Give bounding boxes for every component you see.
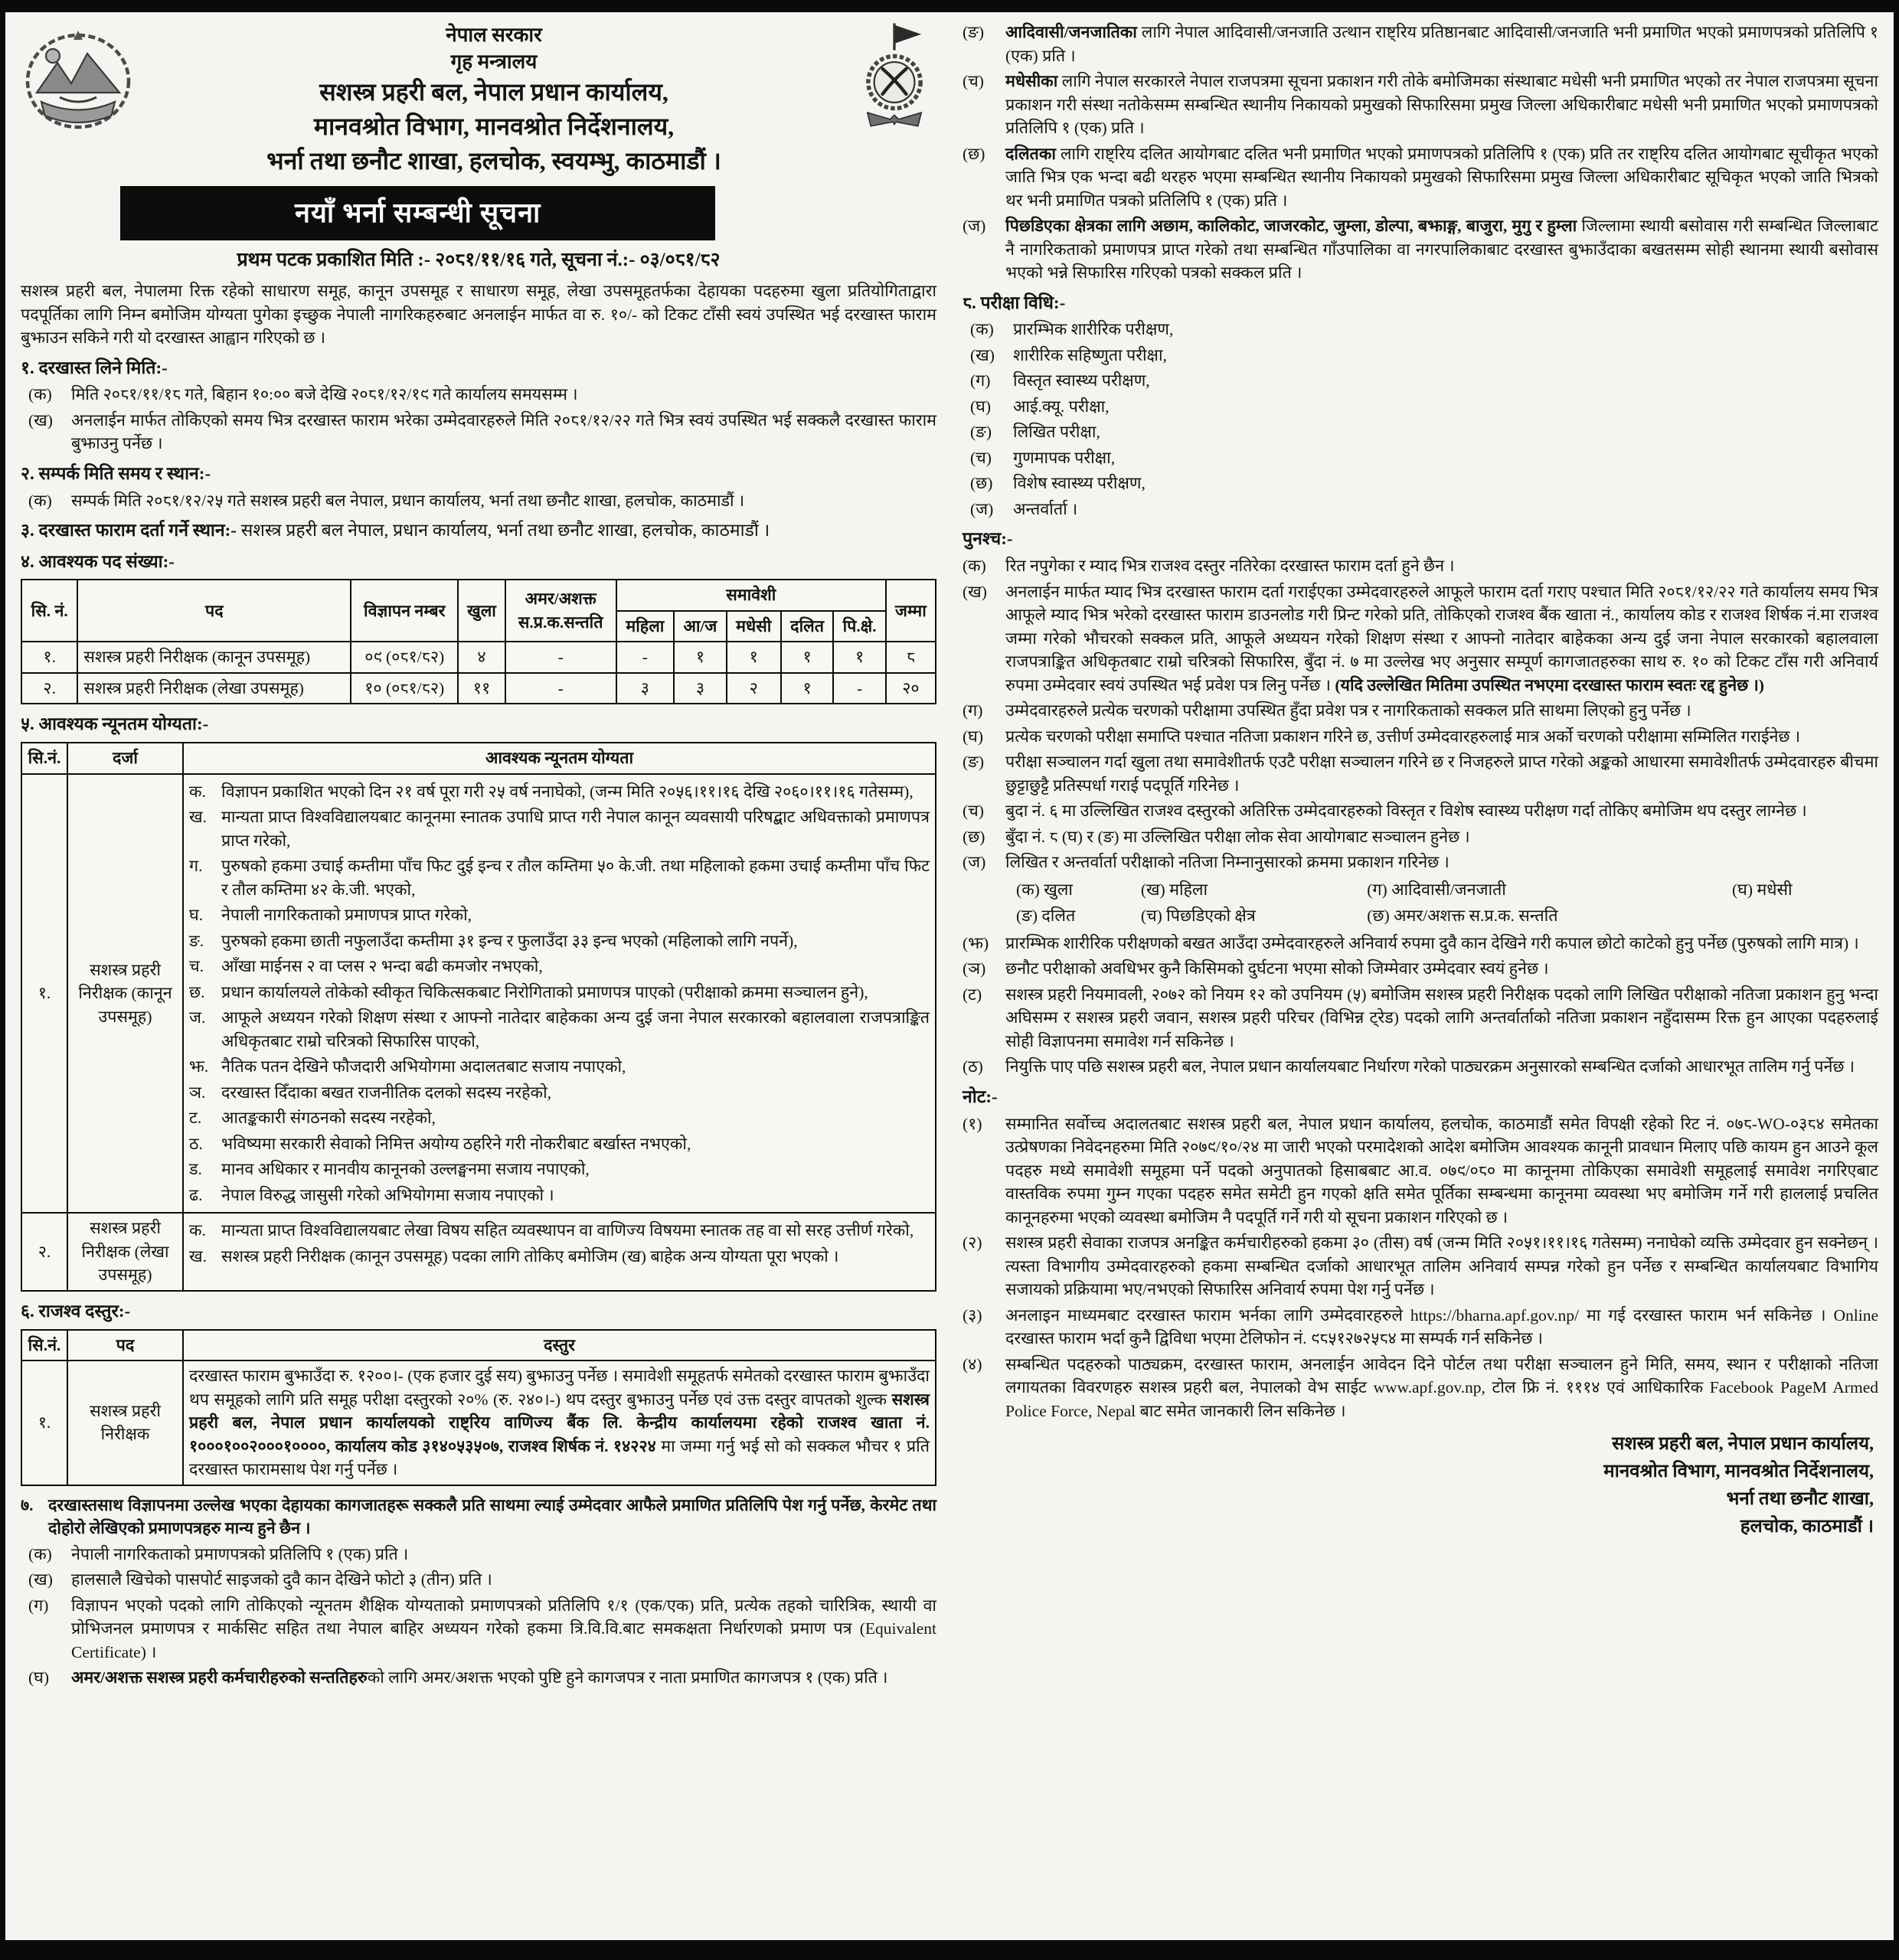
section-heading: नोट:- <box>963 1086 998 1106</box>
postscript-item <box>963 932 1878 956</box>
item-label: (ज) <box>970 499 994 518</box>
section-heading: १. दरखास्त लिने मिति:- <box>21 358 168 377</box>
col-inclusive-group: समावेशी <box>616 580 886 611</box>
row-serial: १. <box>21 1361 67 1485</box>
table-row <box>21 673 936 704</box>
section-required-documents <box>21 1494 936 1690</box>
nepal-government-emblem-icon <box>21 21 136 136</box>
masthead-text <box>143 21 845 178</box>
section-minimum-qualification <box>21 712 936 1291</box>
postscript-item <box>963 1055 1878 1079</box>
item-text: लिखित परीक्षा, <box>1013 423 1100 442</box>
item-label: (क) <box>28 385 52 404</box>
item-label: (ग) <box>28 1596 49 1615</box>
document-item <box>28 1594 936 1664</box>
item-label: (घ) <box>963 727 984 746</box>
table-cell: १ <box>833 642 886 673</box>
item-text: मानव अधिकार र मानवीय कानूनको उल्लङ्घनमा सजाय नपाएको, <box>221 1160 590 1179</box>
item-text: उम्मेदवारहरुले प्रत्येक चरणको परीक्षामा उपस्थित हुँदा प्रवेश पत्र र नागरिकताको सक्कल प्रति साथमा लिएको हुनु पर्नेछ । <box>1005 701 1691 720</box>
table-cell: ३ <box>616 673 675 704</box>
col-fee: दस्तुर <box>183 1330 936 1361</box>
qualification-item <box>189 1132 930 1156</box>
item-label: (ख) <box>28 410 53 430</box>
item-label: ट. <box>189 1109 202 1128</box>
table-cell: - <box>505 642 616 673</box>
row-serial: २. <box>21 1213 67 1291</box>
ministry-line: गृह मन्त्रालय <box>450 51 538 74</box>
table-cell: सशस्त्र प्रहरी निरीक्षक (लेखा उपसमूह) <box>77 673 351 704</box>
col-rank: दर्जा <box>67 743 183 774</box>
qualification-item <box>189 981 930 1004</box>
item-text: दलितका लागि राष्ट्रिय दलित आयोगबाट दलित भनी प्रमाणित भएको प्रमाणपत्रको प्रतिलिपि १ (एक) प्रति तर राष्ट्रिय दलित आयोगबाट सूचीकृत भएको जाति भित्र एक भन्दा बढी थरहरु भएमा सम्बन्धित स्थानीय निकायको प्रमुखको सिफारिसमा प्रमुख जिल्ला अधिकारीबाट सूचिकृत भएको जाति भित्रको थर भनी प्रमाणित पत्रको प्रतिलिपि १ (एक) प्रति । <box>1005 144 1878 210</box>
item-label: क. <box>189 1221 206 1240</box>
item-label: (छ) <box>970 474 993 493</box>
item-text: भविष्यमा सरकारी सेवाको निमित्त अयोग्य ठहरिने गरी नोकरीबाट बर्खास्त नभएको, <box>221 1134 691 1153</box>
document-item <box>28 1543 936 1566</box>
row-rank: सशस्त्र प्रहरी निरीक्षक (लेखा उपसमूह) <box>67 1213 183 1291</box>
item-text: दरखास्त दिँदाका बखत राजनीतिक दलको सदस्य नरहेको, <box>221 1083 552 1102</box>
item-text: मान्यता प्राप्त विश्वविद्यालयबाट लेखा विषय सहित व्यवस्थापन वा वाणिज्य विषयमा स्नातक तह वा सो सरह उत्तीर्ण गरेको, <box>221 1221 914 1240</box>
list-item <box>28 489 936 513</box>
qualification-item <box>189 1081 930 1105</box>
fee-row <box>21 1361 936 1485</box>
item-text: अनलाईन मार्फत म्याद भित्र दरखास्त फाराम दर्ता गराईएका उम्मेदवारहरुले आफूले फाराम दर्ता गराए पश्चात मिति २०८१/१२/२२ गते कार्यालय समय भित्र आफूले म्याद भित्र भरेको दरखास्त फाराम डाउनलोड गरी प्रिन्ट गरेको प्रति, तोकिएको राजश्व बैंक खाता नं., कार्यालय कोड र राजश्व शिर्षक नं.मा राजश्व जम्मा गरेको भौचरको सक्कल प्रति, आफूले अध्ययन गरेको शिक्षण संस्था र आफ्नो नातेदार बाहेकका अन्य दुई जना नेपाल सरकारको बहालवाला राजपत्राङ्कित अधिकृतबाट राम्रो चरित्रको सिफारिस, बुँदा नं. ७ मा उल्लेख भए अनुसार सम्पूर्ण कागजातहरुका साथ रु. १० को टिकट टाँस गरी अनिवार्य रुपमा उम्मेदवार स्वयं उपस्थित भई प्रवेश पत्र लिनु पर्नेछ । (यदि उल्लेखित मितिमा उपस्थित नभएमा दरखास्त फाराम स्वतः रद्द हुनेछ ।) <box>1005 582 1878 694</box>
qualification-item <box>189 903 930 927</box>
qualification-item <box>189 1184 930 1207</box>
qualification-item <box>189 1219 930 1243</box>
item-text: अन्तर्वार्ता । <box>1013 499 1078 518</box>
table-cell <box>1727 903 1854 929</box>
section-heading: पुनश्च:- <box>963 529 1013 549</box>
item-label: (क) <box>28 491 52 510</box>
exam-step-item <box>970 369 1878 393</box>
item-label: (३) <box>963 1305 982 1325</box>
row-serial: १. <box>21 774 67 1214</box>
table-row <box>1012 877 1854 903</box>
item-text: हालसालै खिचेको पासपोर्ट साइजको दुवै कान देखिने फोटो ३ (तीन) प्रति । <box>71 1570 492 1589</box>
item-text: परीक्षा सञ्चालन गर्दा खुला तथा समावेशीतर्फ एउटै परीक्षा सञ्चालन गरिने छ र निजहरुले प्राप्त गरेको अङ्कको आधारमा समावेशीतर्फ उम्मेदवारहरु बीचमा छुट्टाछुट्टै प्रतिस्पर्धा गराई पदपूर्ति गरिनेछ । <box>1005 753 1878 795</box>
item-text: छनौट परीक्षाको अवधिभर कुनै किसिमको दुर्घटना भएमा सोको जिम्मेवार उम्मेदवार स्वयं हुनेछ । <box>1005 959 1549 978</box>
item-label: (क) <box>970 320 994 339</box>
item-text: अनलाईन मार्फत तोकिएको समय भित्र दरखास्त फाराम भरेका उम्मेदवारहरुले मिति २०८१/१२/२२ गते भित्र स्वयं उपस्थित भई सक्कलै दरखास्त फाराम बुझाउनु पर्नेछ । <box>71 410 936 453</box>
section-text: सशस्त्र प्रहरी बल नेपाल, प्रधान कार्यालय, भर्ना तथा छनौट शाखा, हलचोक, काठमाडौं । <box>240 521 770 541</box>
result-order-grid <box>1012 877 1854 929</box>
item-label: घ. <box>189 906 204 925</box>
table-cell: ३ <box>674 673 727 704</box>
note-item <box>963 1353 1878 1423</box>
table-cell: (घ) मधेसी <box>1731 880 1793 899</box>
item-label: (घ) <box>970 397 992 416</box>
item-label: (क) <box>28 1544 52 1563</box>
government-line: नेपाल सरकार <box>446 24 542 46</box>
col-serial: सि. नं. <box>21 580 77 642</box>
item-label: (च) <box>970 448 992 467</box>
qualification-item <box>189 854 930 901</box>
item-text: विस्तृत स्वास्थ्य परीक्षण, <box>1013 371 1150 390</box>
item-label: (छ) <box>963 827 985 846</box>
table-cell: ८ <box>886 642 936 673</box>
item-text: अनलाइन माध्यमबाट दरखास्त फाराम भर्नका लागि उम्मेदवारहरुले https://bharna.apf.gov.np/ मा गई दरखास्त फाराम भर्न सकिनेछ । Online दरखास्त फाराम भर्दा कुनै द्विविधा भएमा टेलिफोन नं. ९८५१२७२५८४ मा सम्पर्क गर्न सकिनेछ । <box>1005 1305 1878 1348</box>
item-text: गुणमापक परीक्षा, <box>1013 448 1116 467</box>
item-label: (क) <box>963 557 986 576</box>
qualification-row-account <box>21 1213 936 1291</box>
right-column <box>963 18 1878 1692</box>
table-cell: २० <box>886 673 936 704</box>
exam-step-item <box>970 472 1878 495</box>
postscript-item <box>963 983 1878 1054</box>
exam-step-item <box>970 318 1878 341</box>
col-open: खुला <box>458 580 505 642</box>
item-text: विज्ञापन भएको पदको लागि तोकिएको न्यूनतम शैक्षिक योग्यताको प्रमाणपत्रको प्रतिलिपि १/१ (एक/एक) प्रति, प्रत्येक तहको चारित्रिक, स्थायी वा प्रोभिजनल प्रमाणपत्र र मार्कसिट सहित तथा नेपाल बाहिर अध्ययन गरेको हकमा त्रि.वि.वि.बाट समकक्षता निर्धारणको प्रमाण पत्र (Equivalent Certificate) । <box>71 1596 936 1661</box>
item-text: पिछडिएका क्षेत्रका लागि अछाम, कालिकोट, जाजरकोट, जुम्ला, डोल्पा, बझाङ्ग, बाजुरा, मुगु र हुम्ला जिल्लामा स्थायी बसोवास गरी सम्बन्धित जिल्लाबाट नै नागरिकताको प्रमाणपत्र प्राप्त गरेको तथा सम्बन्धित गाँउपालिका वा नगरपालिकाबाट दरखास्त बुझाउँदाका बखतसम्म सोही स्थानमा स्थायी बसोवास भएको भन्ने सिफारिस गरिएको पत्रको सक्कल प्रति । <box>1005 217 1878 283</box>
section-exam-method <box>963 291 1878 521</box>
table-cell: - <box>505 673 616 704</box>
document-item <box>28 1666 936 1690</box>
table-row <box>1012 903 1854 929</box>
item-label: झ. <box>189 1057 209 1076</box>
item-text: नेपाली नागरिकताको प्रमाणपत्र प्राप्त गरेको, <box>221 906 472 925</box>
item-text: नेपाली नागरिकताको प्रमाणपत्रको प्रतिलिपि १ (एक) प्रति । <box>71 1544 409 1563</box>
qualification-item <box>189 780 930 804</box>
document-item <box>963 70 1878 140</box>
item-text: मान्यता प्राप्त विश्वविद्यालयबाट कानूनमा स्नातक उपाधि प्राप्त गरी नेपाल कानून व्यवसायी परिषद्बाट अधिवक्ताको प्रमाणपत्र प्राप्त गरेको, <box>221 808 930 850</box>
table-cell: (ख) महिला <box>1140 880 1208 899</box>
documents-items-continued <box>963 21 1878 285</box>
col-serial: सि.नं. <box>21 1330 67 1361</box>
signature-line: सशस्त्र प्रहरी बल, नेपाल प्रधान कार्यालय, <box>1612 1434 1874 1455</box>
row-qualifications <box>183 774 936 1214</box>
item-text: सम्मानित सर्वोच्च अदालतबाट सशस्त्र प्रहरी बल, नेपाल प्रधान कार्यालय, हलचोक, काठमाडौं समेत विपक्षी रहेको रिट नं. ०७८-WO-०३८४ समेतका उत्प्रेषणका निवेदनहरुमा मिति २०७९/१०/२४ मा जारी भएको परमादेशको आदेश बमोजिम आवश्यक कानूनी प्रावधान मिलाए पछि कायम हुन आउने कूल पदहरु मध्ये समावेशी समूहमा पर्ने पदको अनुपातको हिसाबबाट आ.व. ०७९/०८० मा कानूनमा तोकिएका समावेशी समूहलाई समावेश नगरिएबाट वास्तविक रुपमा गुम्न गएका पदहरु समेत समेटी हुन गएको क्षति समेत पूर्तिका सम्बन्धमा कानूनमा व्यवस्था भए बमोजिम गर्ने गरी हाललाई प्रचलित कानूनहरुमा भएको व्यवस्था बमोजिम नै पदपूर्ति गर्ने गरी यो सूचना प्रकाशन गरिएको छ । <box>1005 1114 1878 1227</box>
postscript-item <box>963 554 1878 578</box>
item-label: (ङ) <box>963 753 985 772</box>
col-serial: सि.नं. <box>21 743 67 774</box>
item-text: रित नपुगेका र म्याद भित्र राजश्व दस्तुर नतिरेका दरखास्त फाराम दर्ता हुने छैन । <box>1005 557 1455 576</box>
row-rank: सशस्त्र प्रहरी निरीक्षक (कानून उपसमूह) <box>67 774 183 1214</box>
postscript-item <box>963 580 1878 697</box>
section-contact-date <box>21 462 936 512</box>
item-label: ख. <box>189 808 207 827</box>
item-label: (ङ) <box>963 23 985 41</box>
section-heading-paragraph <box>21 1494 936 1540</box>
col-qualification: आवश्यक न्यूनतम योग्यता <box>183 743 936 774</box>
table-cell: (क) खुला <box>1016 880 1073 899</box>
item-text: सम्पर्क मिति २०८१/१२/२५ गते सशस्त्र प्रहरी बल नेपाल, प्रधान कार्यालय, भर्ना तथा छनौट शाखा, हलचोक, काठमाडौं । <box>71 491 745 510</box>
result-order-grid-body <box>1012 877 1854 929</box>
bank-account-details: सशस्त्र प्रहरी बल, नेपाल प्रधान कार्यालयको राष्ट्रिय वाणिज्य बैंक लि. केन्द्रीय कार्यालयमा रहेको राजश्व खाता नं. १०००१००२०००१००००, कार्यालय कोड ३१४०५३५०७, राजश्व शिर्षक नं. १४२२४ <box>189 1390 930 1455</box>
item-label: क. <box>189 782 206 801</box>
postscript-item <box>963 699 1878 723</box>
item-text: सम्बन्धित पदहरुको पाठ्यक्रम, दरखास्त फाराम, अनलाईन आवेदन दिने पोर्टल तथा परीक्षा सञ्चालन हुने मिति, समय, स्थान र परीक्षाको नतिजा लगायतका विवरणहरु सशस्त्र प्रहरी बल, नेपालको वेभ साईट www.apf.gov.np, टोल फ्रि नं. १११४ एवं आधिकारिक Facebook PageM Armed Police Force, Nepal बाट समेत जानकारी लिन सकिनेछ । <box>1005 1354 1878 1420</box>
item-label: (ख) <box>970 345 995 364</box>
section-heading: ५. आवश्यक न्यूनतम योग्यता:- <box>21 714 209 734</box>
item-text: आफूले अध्ययन गरेको शिक्षण संस्था र आफ्नो नातेदार बाहेकका अन्य दुई जना नेपाल सरकारको बहालवाला राजपत्राङ्कित अधिकृतबाट राम्रो चरित्रको सिफारिस पाएको, <box>221 1008 930 1050</box>
table-cell: - <box>616 642 675 673</box>
section-postscript <box>963 527 1878 1078</box>
section-registration-place <box>21 518 936 544</box>
masthead <box>21 21 936 178</box>
postscript-item <box>963 725 1878 749</box>
col-adv-no: विज्ञापन नम्बर <box>351 580 458 642</box>
qualification-item <box>189 1245 930 1269</box>
armed-police-force-emblem-icon <box>852 21 936 144</box>
table-row <box>21 642 936 673</box>
item-text: सशस्त्र प्रहरी निरीक्षक (कानून उपसमूह) पदका लागि तोकिए बमोजिम (ख) बाहेक अन्य योग्यता पूरा भएको । <box>221 1246 839 1266</box>
section-items <box>28 489 936 513</box>
item-label: (च) <box>963 802 984 821</box>
section-heading: २. सम्पर्क मिति समय र स्थान:- <box>21 463 211 483</box>
intro-paragraph: सशस्त्र प्रहरी बल, नेपालमा रिक्त रहेको साधारण समूह, कानून उपसमूह र साधारण समूह, लेखा उपसमूहतर्फका देहायका पदहरुमा खुला प्रतियोगिताद्वारा पदपूर्तिका लागि निम्न बमोजिम योग्यता पुगेका इच्छुक नेपाली नागरिकहरुबाट अनलाईन मार्फत वा रु. १०/- को टिकट टाँसी स्वयं उपस्थित भई दरखास्त फाराम बुझाउन सकिने गरी यो दरखास्त आह्वान गरिएको छ । <box>21 282 936 348</box>
section-heading: ३. दरखास्त फाराम दर्ता गर्ने स्थान:- <box>21 521 237 541</box>
posts-table <box>21 579 936 704</box>
section-note <box>963 1085 1878 1423</box>
col-martyr-children: अमर/अशक्त स.प्र.क.सन्तति <box>505 580 616 642</box>
publish-date-line: प्रथम पटक प्रकाशित मिति :- २०८१/११/१६ गते, सूचना नं.:- ०३/०८१/८२ <box>237 249 721 270</box>
postscript-item <box>963 750 1878 797</box>
signature-line: मानवश्रोत विभाग, मानवश्रोत निर्देशनालय, <box>1603 1462 1874 1482</box>
item-text: मधेसीका लागि नेपाल सरकारले नेपाल राजपत्रमा सूचना प्रकाशन गरी तोके बमोजिमका संस्थाबाट मधेसी भनी प्रमाणित भएको तर नेपाल राजपत्रमा सूचना प्रकाशन गरी संस्था नतोकेसम्म सम्बन्धित स्थानीय निकायको प्रमुखको सिफारिसमा प्रमुख जिल्ला अधिकारीबाट मधेसी भनी प्रमाणित भएको प्रमाणपत्रको प्रतिलिपि १ (एक) प्रति । <box>1005 72 1878 138</box>
section-heading: ८. परीक्षा विधि:- <box>963 292 1066 312</box>
org-line-3: भर्ना तथा छनौट शाखा, हलचोक, स्वयम्भु, काठमाडौं । <box>266 146 721 175</box>
item-label: (ख) <box>963 582 987 601</box>
qualification-item <box>189 1106 930 1130</box>
qualification-item <box>189 805 930 852</box>
item-text: विशेष स्वास्थ्य परीक्षण, <box>1013 474 1146 493</box>
item-label: (च) <box>963 72 984 91</box>
item-label: ज. <box>189 1008 206 1027</box>
item-text: आदिवासी/जनजातिका लागि नेपाल आदिवासी/जनजाति उत्थान राष्ट्रिय प्रतिष्ठानबाट आदिवासी/जनजाति भनी प्रमाणित भएको प्रमाणपत्रको प्रतिलिपि १ (एक) प्रति । <box>1005 23 1878 65</box>
postscript-item <box>963 957 1878 981</box>
document-item <box>28 1568 936 1592</box>
table-cell: (ङ) दलित <box>1016 906 1076 926</box>
qualification-item <box>189 1055 930 1079</box>
item-label: (छ) <box>963 144 985 163</box>
table-cell: ११ <box>458 673 505 704</box>
table-cell: - <box>833 673 886 704</box>
fee-table <box>21 1329 936 1486</box>
table-cell: १. <box>21 642 77 673</box>
item-text: पुरुषको हकमा छाती नफुलाउँदा कम्तीमा ३१ इन्च र फुलाउँदा ३३ इन्च भएको (महिलाको लागि नपर्ने), <box>221 931 798 950</box>
item-text: प्रत्येक चरणको परीक्षा समाप्ति पश्चात नतिजा प्रकाशन गरिने छ, उत्तीर्ण उम्मेदवारहरुलाई मात्र अर्को चरणको परीक्षामा सम्मिलित गराईनेछ । <box>1005 727 1801 746</box>
section-number: ७. <box>21 1495 34 1514</box>
exam-step-item <box>970 395 1878 419</box>
item-text: सशस्त्र प्रहरी सेवाका राजपत्र अनङ्कित कर्मचारीहरुको हकमा ३० (तीस) वर्ष (जन्म मिति २०५१।११।१६ गतेसम्म) ननाघेको व्यक्ति उम्मेदवार हुन सक्नेछन् । त्यस्ता विभागीय उम्मेदवारहरुको हकमा सम्बन्धित दर्जाको आधारभूत तालिम अनिवार्य सम्पन्न गरेको हुन पर्नेछ र सम्बन्धित कार्यालयबाट विभागिय सजायको प्रक्रियामा भए/नभएको सिफारिस अनिवार्य रुपमा पेश गर्नु पर्नेछ । <box>1005 1233 1878 1299</box>
item-text: पुरुषको हकमा उचाई कम्तीमा पाँच फिट दुई इन्च र तौल कम्तिमा ५० के.जी. तथा महिलाको हकमा उचाई कम्तीमा पाँच फिट र तौल कम्तिमा ४२ के.जी. भएको, <box>221 857 930 899</box>
item-label: छ. <box>189 982 205 1001</box>
postscript-items-b <box>963 932 1878 1079</box>
signature-line: भर्ना तथा छनौट शाखा, <box>1726 1489 1874 1510</box>
section-revenue-fee <box>21 1299 936 1486</box>
item-text: नैतिक पतन देखिने फौजदारी अभियोगमा अदालतबाट सजाय नपाएको, <box>221 1057 626 1076</box>
notice-title: नयाँ भर्ना सम्बन्धी सूचना <box>120 186 715 240</box>
table-cell: (च) पिछडिएको क्षेत्र <box>1140 906 1256 926</box>
table-cell: १ <box>674 642 727 673</box>
section-heading: ४. आवश्यक पद संख्या:- <box>21 551 175 571</box>
qualification-item <box>189 1006 930 1053</box>
table-cell: (ग) आदिवासी/जनजाती <box>1367 880 1506 899</box>
item-text: विज्ञापन प्रकाशित भएको दिन २१ वर्ष पूरा गरी २५ वर्ष ननाघेको, (जन्म मिति २०५६।११।१६ देखि २०६०।११।१६ गतेसम्म), <box>221 782 914 801</box>
list-item <box>28 383 936 407</box>
table-cell: १० (०८१/८२) <box>351 673 458 704</box>
section-application-dates <box>21 356 936 456</box>
org-line-1: सशस्त्र प्रहरी बल, नेपाल प्रधान कार्यालय, <box>319 78 668 106</box>
item-label: (ज) <box>963 217 986 236</box>
item-label: (झ) <box>963 933 989 952</box>
table-cell: १ <box>781 642 833 673</box>
qualification-item <box>189 955 930 978</box>
row-fee-text: दरखास्त फाराम बुझाउँदा रु. १२००।- (एक हजार दुई सय) बुझाउनु पर्नेछ । समावेशी समूहतर्फ समेतको दरखास्त फाराम बुझाउँदा थप समूहको लागि प्रति समूह परीक्षा दस्तुरको २०% (रु. २४०।-) थप दस्तुर बुझाउनु पर्नेछ एवं उक्त दस्तुर वापतको शुल्क सशस्त्र प्रहरी बल, नेपाल प्रधान कार्यालयको राष्ट्रिय वाणिज्य बैंक लि. केन्द्रीय कार्यालयमा रहेको राजश्व खाता नं. १०००१००२०००१००००, कार्यालय कोड ३१४०५३५०७, राजश्व शिर्षक नं. १४२२४ मा जम्मा गर्नु भई सो को सक्कल भौचर १ प्रति दरखास्त फारामसाथ पेश गर्नु पर्नेछ । <box>183 1361 936 1485</box>
note-items <box>963 1112 1878 1423</box>
qualification-row-law <box>21 774 936 1214</box>
document-item <box>963 214 1878 285</box>
section-text: दरखास्तसाथ विज्ञापनमा उल्लेख भएका देहायका कागजातहरू सक्कलै प्रति साथमा ल्याई उम्मेदवार आफैले प्रमाणित प्रतिलिपि पेश गर्नु पर्नेछ, केरमेट तथा दोहोरो लेखिएको प्रमाणपत्रहरु मान्य हुने छैन । <box>48 1495 936 1538</box>
item-text: बुदा नं. ६ मा उल्लिखित राजश्व दस्तुरको अतिरिक्त उम्मेदवारहरुको विस्तृत र विशेष स्वास्थ्य परीक्षण गर्दा तोकिए बमोजिम थप दस्तुर लाग्नेछ । <box>1005 802 1807 821</box>
item-text: शारीरिक सहिष्णुता परीक्षा, <box>1013 345 1167 364</box>
postscript-item <box>963 799 1878 823</box>
table-cell: १ <box>727 642 781 673</box>
col-dalit: दलित <box>781 611 833 642</box>
table-cell: सशस्त्र प्रहरी निरीक्षक (कानून उपसमूह) <box>77 642 351 673</box>
item-label: (ट) <box>963 985 982 1004</box>
list-item <box>28 409 936 456</box>
section-items <box>970 318 1878 521</box>
item-label: ञ. <box>189 1083 206 1102</box>
item-label: च. <box>189 957 204 976</box>
item-label: (घ) <box>28 1668 50 1687</box>
qualification-table <box>21 742 936 1292</box>
item-text: अमर/अशक्त सशस्त्र प्रहरी कर्मचारीहरुको सन्ततिहरुको लागि अमर/अशक्त भएको पुष्टि हुने कागजपत्र र नाता प्रमाणित कागजपत्र १ (एक) प्रति । <box>71 1668 888 1687</box>
col-backward-area: पि.क्षे. <box>833 611 886 642</box>
section-required-posts <box>21 550 936 705</box>
item-label: (ग) <box>970 371 991 390</box>
item-label: (ठ) <box>963 1057 983 1076</box>
exam-step-item <box>970 344 1878 368</box>
section-items <box>28 383 936 456</box>
table-cell: २ <box>727 673 781 704</box>
item-label: ढ. <box>189 1185 203 1204</box>
exam-step-item <box>970 420 1878 444</box>
item-label: ड. <box>189 1160 202 1179</box>
col-madhesi: मधेसी <box>727 611 781 642</box>
table-cell: ४ <box>458 642 505 673</box>
col-post: पद <box>67 1330 183 1361</box>
signature-block <box>963 1430 1878 1540</box>
item-label: (ञ) <box>963 959 986 978</box>
section-items <box>28 1543 936 1690</box>
item-text: बुँदा नं. ८ (घ) र (ङ) मा उल्लिखित परीक्षा लोक सेवा आयोगबाट सञ्चालन हुनेछ । <box>1005 827 1470 846</box>
col-post: पद <box>77 580 351 642</box>
org-line-2: मानवश्रोत विभाग, मानवश्रोत निर्देशनालय, <box>313 112 675 140</box>
item-text: आई.क्यू. परीक्षा, <box>1013 397 1110 416</box>
row-post: सशस्त्र प्रहरी निरीक्षक <box>67 1361 183 1485</box>
col-total: जम्मा <box>886 580 936 642</box>
item-text: मिति २०८१/११/१८ गते, बिहान १०:०० बजे देखि २०८१/१२/१९ गते कार्यालय समयसम्म । <box>71 385 578 404</box>
qualification-item <box>189 1158 930 1181</box>
item-label: ग. <box>189 857 203 876</box>
item-label: ख. <box>189 1246 207 1266</box>
item-label: (ख) <box>28 1570 53 1589</box>
note-item <box>963 1112 1878 1230</box>
postscript-item <box>963 825 1878 849</box>
item-label: ङ. <box>189 931 204 950</box>
note-item <box>963 1304 1878 1351</box>
left-column <box>21 18 936 1692</box>
item-text: प्रारम्भिक शारीरिक परीक्षण, <box>1013 320 1174 339</box>
item-text: आँखा माईनस २ वा प्लस २ भन्दा बढी कमजोर नभएको, <box>221 957 543 976</box>
signature-line: हलचोक, काठमाडौं । <box>1740 1517 1874 1537</box>
item-text: आतङ्ककारी संगठनको सदस्य नरहेको, <box>221 1109 436 1128</box>
table-cell: (छ) अमर/अशक्त स.प्र.क. सन्तति <box>1367 906 1558 926</box>
table-cell: १ <box>781 673 833 704</box>
section-heading: ६. राजश्व दस्तुर:- <box>21 1301 131 1321</box>
qualification-item <box>189 929 930 953</box>
item-text: लिखित र अन्तर्वार्ता परीक्षाको नतिजा निम्नानुसारको क्रममा प्रकाशन गरिनेछ । <box>1005 853 1450 872</box>
table-cell: ०९ (०८१/८२) <box>351 642 458 673</box>
item-label: (१) <box>963 1114 982 1133</box>
item-label: (ज) <box>963 853 986 872</box>
item-text: प्रारम्भिक शारीरिक परीक्षणको बखत आउँदा उम्मेदवारहरुले अनिवार्य रुपमा दुवै कान देखिने गरी कपाल छोटो काटेको हुनु पर्नेछ (पुरुषको लागि मात्र) । <box>1005 933 1859 952</box>
exam-step-item <box>970 498 1878 521</box>
posts-table-body <box>21 642 936 704</box>
item-label: (ग) <box>963 701 983 720</box>
item-text: प्रधान कार्यालयले तोकेको स्वीकृत चिकित्सकबाट निरोगिताको प्रमाणपत्र पाएको (परीक्षाको क्रममा सञ्चालन हुने), <box>221 982 868 1001</box>
note-item <box>963 1231 1878 1302</box>
exam-step-item <box>970 446 1878 470</box>
item-text: नियुक्ति पाए पछि सशस्त्र प्रहरी बल, नेपाल प्रधान कार्यालयबाट निर्धारण गरेको पाठ्यरक्रम अनुसारको सम्बन्धित दर्जाको आधारभूत तालिम गर्नु पर्नेछ । <box>1005 1057 1855 1076</box>
col-female: महिला <box>616 611 675 642</box>
postscript-item <box>963 851 1878 874</box>
item-label: (२) <box>963 1233 982 1253</box>
row-qualifications <box>183 1213 936 1291</box>
postscript-items-a <box>963 554 1878 874</box>
item-label: (ङ) <box>970 423 992 442</box>
item-text: सशस्त्र प्रहरी नियमावली, २०७२ को नियम १२ को उपनियम (५) बमोजिम सशस्त्र प्रहरी निरीक्षक पदको लागि लिखित परीक्षाको नतिजा प्रकाशन हुनु भन्दा अघिसम्म र सशस्त्र प्रहरी जवान, सशस्त्र प्रहरी परिचर (विभिन्न ट्रेड) पदको लागि अन्तर्वार्ताको नतिजा प्रकाशन नहुँदासम्म रिक्त हुन आएका पदहरुलाई सोही विज्ञापनमा समावेश गर्न सकिनेछ । <box>1005 985 1878 1050</box>
col-adibasi-janajati: आ/ज <box>674 611 727 642</box>
table-cell: २. <box>21 673 77 704</box>
item-label: ठ. <box>189 1134 203 1153</box>
item-label: (४) <box>963 1354 982 1374</box>
item-text: नेपाल विरुद्ध जासुसी गरेको अभियोगमा सजाय नपाएको । <box>221 1185 554 1204</box>
document-item <box>963 142 1878 213</box>
document-item <box>963 21 1878 67</box>
